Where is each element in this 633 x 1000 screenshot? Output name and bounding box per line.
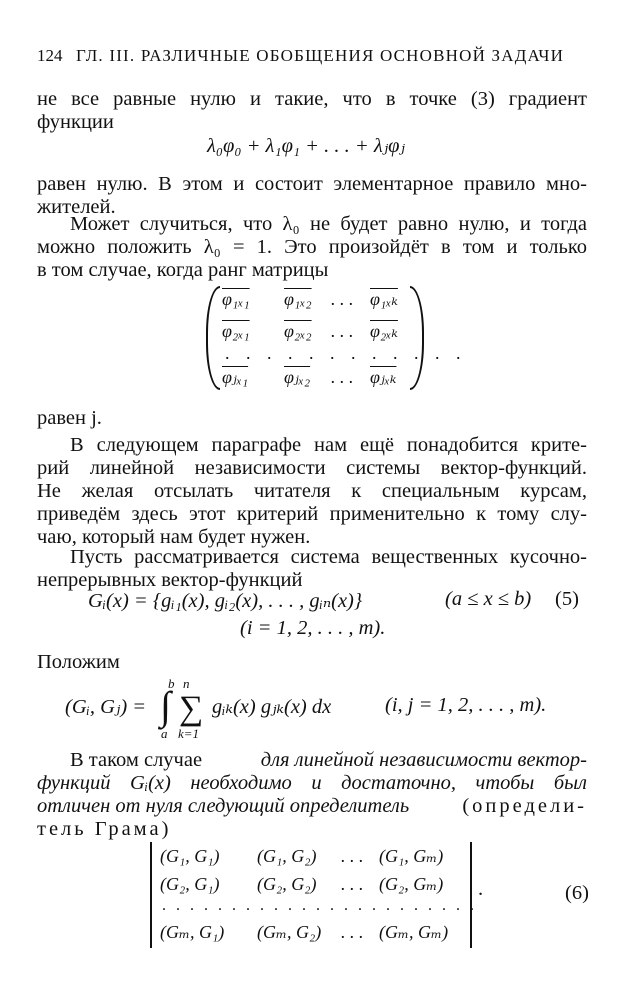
det-cell: . . . [341,846,364,866]
det-trailing-period: . [478,878,484,900]
gram-range: (i, j = 1, 2, . . . , m). [385,694,547,716]
para4-text: равен j. [37,407,102,429]
matrix-cell: . . . [331,321,354,341]
eq5-condition: (a ≤ x ≤ b) [445,588,532,610]
para7-line1-italic: для линейной независимости вектор- [260,749,587,771]
para3-line1: Может случиться, что λ₀ не будет равно нулю, и тогда [70,213,587,235]
eq5-number: (5) [555,588,579,610]
para7-line1-normal: В таком случае [70,749,203,771]
matrix-cell: φ₂ₓₖ [370,321,398,341]
para2-line1: равен нулю. В этом и состоит элементарное правило мно- [37,173,587,195]
det-left-bar [150,842,152,948]
para6-line2: непрерывных вектор-функций [37,569,303,591]
sum-lower-limit: k=1 [178,726,200,741]
matrix-cell: . . . [331,367,354,387]
para5-line4: приведём здесь этот критерий применительно к тому слу- [37,503,587,525]
det-cell: (G₂, G₂) [257,874,317,894]
sum-sign: ∑ [179,690,204,727]
para7-line3 [37,794,587,818]
matrix-right-paren [410,286,424,390]
para5-line5: чаю, который нам будет нужен. [37,526,311,548]
matrix-left-paren [206,286,220,390]
matrix-cell: φ₂ₓ₂ [284,321,312,341]
matrix-cell: φ₁ₓₖ [370,289,398,309]
para5-line3: Не желая отсылать читателя к специальным курсам, [37,480,587,502]
polozhim: Положим [37,651,120,673]
eq5-range: (i = 1, 2, . . . , m). [240,617,386,639]
para2-line2: жителей. [37,196,116,218]
para1-line2: функции [37,111,114,133]
matrix-cell: φⱼₓ₁ [222,367,249,387]
para7-line1 [70,748,587,772]
gram-integrand: gᵢₖ(x) gⱼₖ(x) dx [212,696,332,718]
para7-line3-normal: (определи- [462,795,587,817]
det-dots-row: . . . . . . . . . . . . . . . . . . . . . . . [162,897,477,914]
det-cell: (G₁, G₁) [160,846,220,866]
matrix-cell: . . . [331,289,354,309]
matrix-cell: φ₁ₓ₂ [284,289,312,309]
matrix-cell: φ₁ₓ₁ [222,289,250,309]
det-cell: (G₁, G₂) [257,846,317,866]
matrix-cell: φⱼₓₖ [370,367,397,387]
eq6-number: (6) [565,882,589,904]
det-cell: (G₁, Gₘ) [379,846,444,866]
lagrange-combination: λ₀φ₀ + λ₁φ₁ + . . . + λⱼφⱼ [207,135,405,157]
det-cell: (Gₘ, Gₘ) [379,922,449,942]
eq5-main: Gᵢ(x) = {gᵢ₁(x), gᵢ₂(x), . . . , gᵢₙ(x)} [88,590,363,612]
page-number: 124 [37,46,63,65]
para5-line2: рий линейной независимости системы вектор-функций. [37,457,587,479]
det-cell: . . . [341,922,364,942]
integral-upper-limit: b [168,676,175,691]
matrix-cell: φⱼₓ₂ [284,367,311,387]
det-cell: (Gₘ, G₂) [257,922,322,942]
det-cell: (G₂, G₁) [160,874,220,894]
integral-sign: ∫ [160,683,171,728]
sum-upper-limit: n [183,676,190,691]
para3-line3: в том случае, когда ранг матрицы [37,259,329,281]
det-cell: (G₂, Gₘ) [379,874,444,894]
running-header [37,44,564,68]
det-cell: . . . [341,874,364,894]
det-cell: (Gₘ, G₁) [160,922,225,942]
matrix-dots-row: . . . . . . . . . . . . [225,343,467,363]
chapter-title: ГЛ. III. РАЗЛИЧНЫЕ ОБОБЩЕНИЯ ОСНОВНОЙ ЗАДАЧИ [75,46,565,65]
para3-line2: можно положить λ₀ = 1. Это произойдёт в том и только [37,236,587,258]
integral-lower-limit: a [161,726,168,741]
para6-line1: Пусть рассматривается система вещественных кусочно- [70,546,587,568]
para7-line4: тель Грама) [37,818,172,840]
det-right-bar [470,842,472,948]
para7-line3-italic: отличен от нуля следующий определитель [37,795,410,817]
gram-lhs: (Gᵢ, Gⱼ) = [65,696,147,718]
matrix-cell: φ₂ₓ₁ [222,321,250,341]
para5-line1: В следующем параграфе нам ещё понадобится крите- [70,434,587,456]
para7-line2: функций Gᵢ(x) необходимо и достаточно, чтобы был [37,772,587,794]
para1-line1: не все равные нулю и такие, что в точке (3) градиент [37,88,587,110]
